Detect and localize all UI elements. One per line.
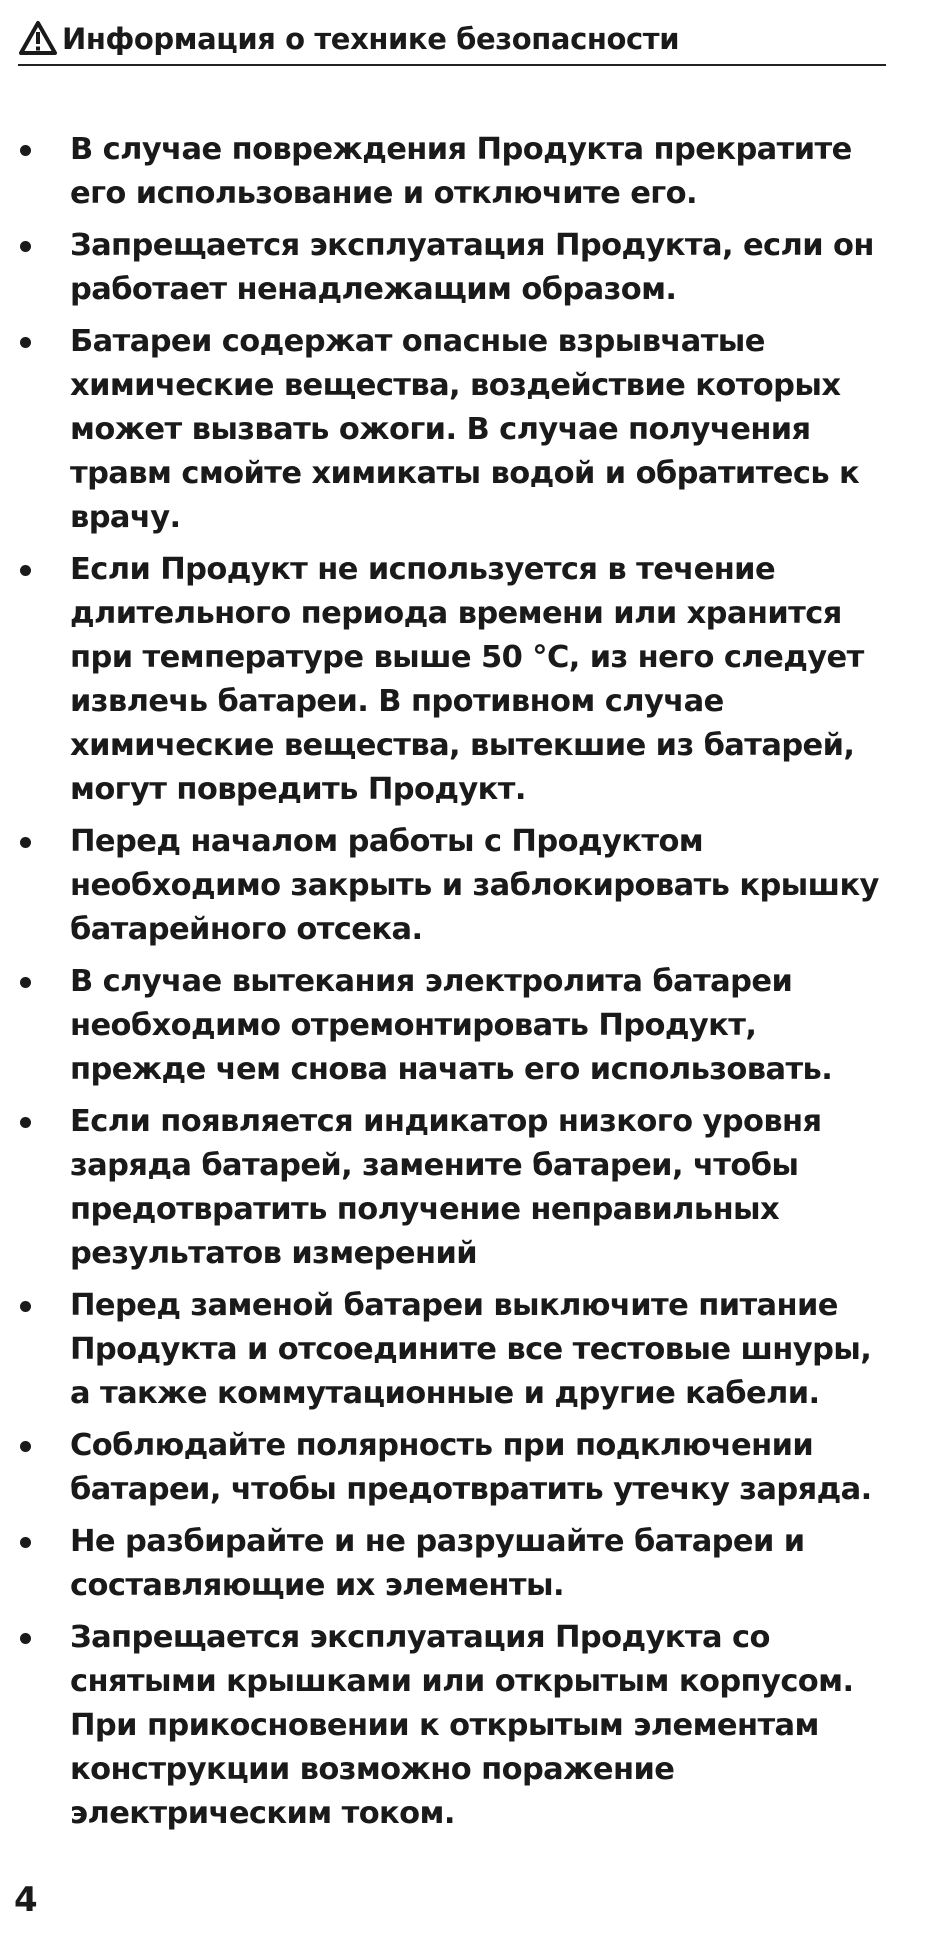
bullet-icon [20, 337, 31, 348]
bullet-icon [20, 837, 31, 848]
list-item-text: Перед заменой батареи выключите питание Продукта и отсоедините все тестовые шнуры, а также коммутационные и другие кабели. [70, 1288, 872, 1411]
list-item-text: В случае вытекания электролита батареи необходимо отремонтировать Продукт, прежде чем снова начать его использовать. [70, 964, 833, 1087]
bullet-icon [20, 145, 31, 156]
list-item [0, 960, 890, 1092]
list-item-text: Соблюдайте полярность при подключении батареи, чтобы предотвратить утечку заряда. [70, 1428, 872, 1507]
bullet-icon [20, 977, 31, 988]
list-item [0, 1616, 890, 1836]
list-item-text: Запрещается эксплуатация Продукта со снятыми крышками или открытым корпусом. При прикосновении к открытым элементам конструкции возможно поражение электрическим током. [70, 1620, 854, 1831]
bullet-icon [20, 1633, 31, 1644]
page-number: 4 [14, 1880, 38, 1920]
list-item [0, 128, 890, 216]
list-item [0, 1284, 890, 1416]
list-item-text: Перед началом работы с Продуктом необходимо закрыть и заблокировать крышку батарейного отсека. [70, 824, 879, 947]
list-item-text: Не разбирайте и не разрушайте батареи и составляющие их элементы. [70, 1524, 805, 1603]
list-item-text: Батареи содержат опасные взрывчатые химические вещества, воздействие которых может вызвать ожоги. В случае получения травм смойте химикаты водой и обратитесь к врачу. [70, 324, 860, 535]
section-header [18, 14, 886, 66]
bullet-icon [20, 1117, 31, 1128]
list-item-text: В случае повреждения Продукта прекратите его использование и отключите его. [70, 132, 852, 211]
list-item-text: Если появляется индикатор низкого уровня заряда батарей, замените батареи, чтобы предотвратить получение неправильных результатов измерений [70, 1104, 822, 1271]
list-item [0, 548, 890, 812]
warning-triangle-icon [18, 20, 58, 56]
list-item [0, 224, 890, 312]
list-item [0, 320, 890, 540]
bullet-icon [20, 1441, 31, 1452]
bullet-icon [20, 565, 31, 576]
bullet-icon [20, 1537, 31, 1548]
list-item [0, 1424, 890, 1512]
section-title: Информация о технике безопасности [62, 22, 680, 56]
list-item [0, 1100, 890, 1276]
bullet-icon [20, 1301, 31, 1312]
safety-bullet-list [0, 128, 950, 1844]
list-item-text: Если Продукт не используется в течение длительного периода времени или хранится при температуре выше 50 °C, из него следует извлечь батареи. В противном случае химические вещества, вытекшие из батарей, могут повредить Продукт. [70, 552, 864, 807]
list-item-text: Запрещается эксплуатация Продукта, если он работает ненадлежащим образом. [70, 228, 874, 307]
list-item [0, 1520, 890, 1608]
bullet-icon [20, 241, 31, 252]
list-item [0, 820, 890, 952]
